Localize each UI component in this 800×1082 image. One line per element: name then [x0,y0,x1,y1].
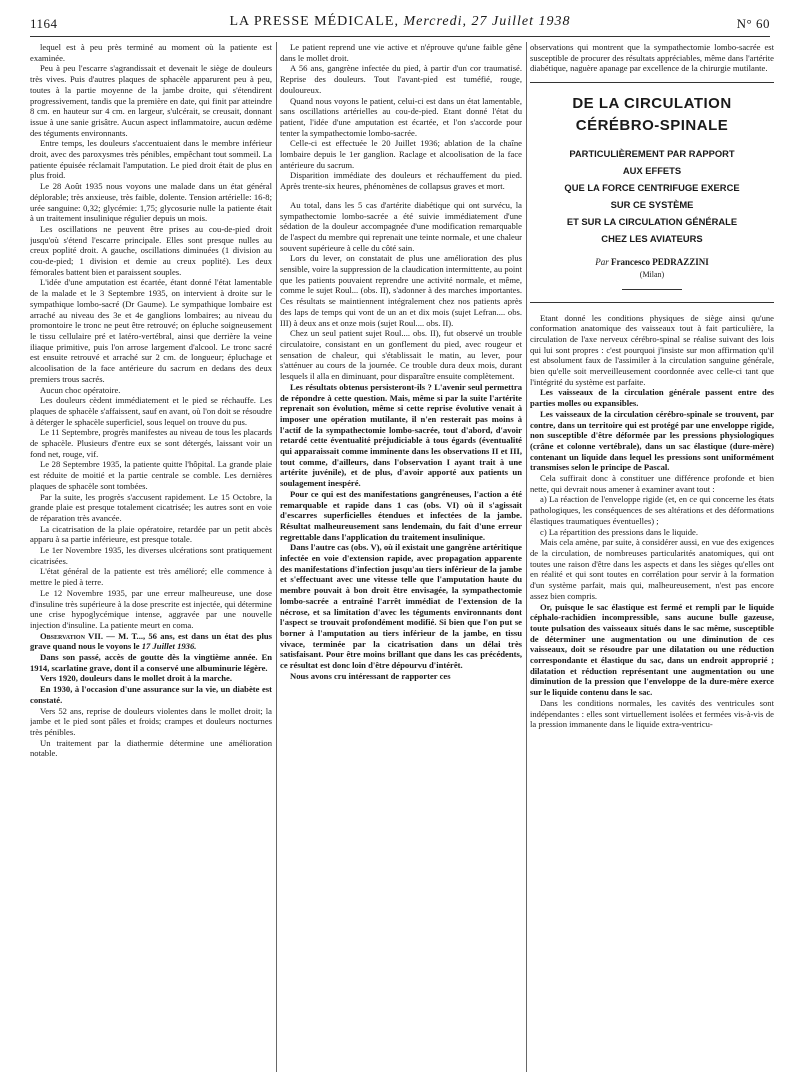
journal-name: LA PRESSE MÉDICALE, [229,14,399,29]
paragraph: Vers 52 ans, reprise de douleurs violentes dans le mollet droit; la jambe et le pied sont pâles et froids; crampes et douleurs nocturnes très pénibles. [30,705,272,737]
subtitle-line: CHEZ LES AVIATEURS [601,233,703,245]
paragraph: Les douleurs cèdent immédiatement et le pied se réchauffe. Les plaques de sphacèle s'affaissent, sauf en avant, où l'on doit se résoudre à déterger le sphacèle superficiel, sous lequel on trouve du pus. [30,395,272,427]
paragraph: Un traitement par la diathermie détermine une amélioration notable. [30,737,272,759]
column-divider [526,42,527,1072]
column-right [530,42,774,1072]
paragraph: Nous avons cru intéressant de rapporter ces [290,670,451,681]
paragraph: L'état général de la patiente est très amélioré; elle commence à mettre le pied à terre. [30,566,272,588]
paragraph: Le 28 Septembre 1935, la patiente quitte l'hôpital. La grande plaie est réduite de moitié et la partie centrale se comble. Les dernières plaques de sphacèle sont tombées. [30,459,272,491]
observation-date: 17 Juillet 1936. [141,641,197,652]
paragraph: Or, puisque le sac élastique est fermé et rempli par le liquide céphalo-rachidien incompressible, sans aucune bulle gazeuse, toute pulsation des vaisseaux situés dans le sac même, susceptible de déterminer une augmentation ou une diminution de ces vaisseaux, doit se résoudre par une dilatation ou une réduction correspondante et élastique du sac, dans un endroit approprié ; dilatation et réduction représentant une augmentation ou une diminution de la pression que l'enveloppe de la dure-mère exerce sur le liquide contenu dans le sac. [530,601,774,698]
paragraph: Vers 1920, douleurs dans le mollet droit à la marche. [40,673,233,684]
observation-intro: — M. T..., 56 ans, est dans un état des plus grave quand nous le voyons le [30,630,272,652]
paragraph: Au total, dans les 5 cas d'artérite diabétique qui ont survécu, la sympathectomie lombo-sacrée a été suivie immédiatement d'une sédation de la douleur accompagnée d'une modification remarquable de l'aspect du membre qui reprenait une teinte normale, et une chaleur souvent supérieure à celle du côté sain. [280,199,522,253]
paragraph: Dans les conditions normales, les cavités des ventricules sont indépendantes : elles sont virtuellement isolées et fermées vis-à-vis de la pression immanente dans le liquide extra-ventricu- [530,697,774,730]
paragraph: Quand nous voyons le patient, celui-ci est dans un état lamentable, sans oscillations artérielles au cou-de-pied. Etant donné l'état du patient, l'idée d'une amputation est écartée, et l'on s'accorde pour tenter la sympathectomie lombo-sacrée. [280,95,522,138]
column-left [30,42,272,1072]
paragraph: Mais cela amène, par suite, à considérer aussi, en vue des exigences de la circulation, de nombreuses particularités anatomiques, qui ont toutes une raison d'être dans les aspects et dans les sièges qu'elles ont en réalité et qui sont toutes en corrélation pour servir à la formation d'un système parfait, mais qui, malheureusement, n'est pas encore assez bien compris. [530,537,774,601]
paragraph: Le 28 Août 1935 nous voyons une malade dans un état général déplorable; très anxieuse, très faible, dolente. Tension artérielle: 16-8; urée sanguine: 0,32; glycémie: 1,75; glycosurie nulle la patiente était à un traitement insulinique régulier depuis un mois. [30,181,272,224]
observation-heading [30,631,272,652]
paragraph: Dans l'autre cas (obs. V), où il existait une gangrène artéritique infectée en voie d'extension rapide, avec propagation apparente des manifestations d'infection jusqu'au tiers inférieur de la jambe et s'effectuant avec une vitesse telle que l'amputation haute du membre pouvait à bon droit être envisagée, la sympathectomie lombo-sacrée a entraîné l'arrêt immédiat de l'extension de la nécrose, et sa limitation d'avec les téguments environnants dont l'aspect se trouvait profondément modifié. Si bien que l'on put se borner à l'amputation au tiers inférieur de la jambe, en tissu vivace, terminée par la cicatrisation dans un délai très satisfaisant. Pour être moins brillant que dans les cas précédents, ce résultat est donc loin d'être dépourvu d'intérêt. [280,542,522,671]
paragraph: Le 11 Septembre, progrès manifestes au niveau de tous les placards de sphacèle. Plusieurs d'entre eux se sont détergés, laissant voir un fond net, rouge, vif. [30,427,272,459]
article-heading [530,82,774,302]
paragraph: Dans son passé, accès de goutte dès la vingtième année. En 1914, scarlatine grave, dont il a conservé une albuminurie légère. [30,652,272,673]
issue-date: Mercredi, 27 Juillet 1938 [403,14,571,29]
paragraph: c) La répartition des pressions dans le liquide. [540,526,698,537]
paragraph: Celle-ci est effectuée le 20 Juillet 1936; ablation de la chaîne lombaire depuis le 1er ganglion. Raclage et alcoolisation de la face antérieure du sacrum. [280,138,522,170]
paragraph: Lors du lever, on constatait de plus une amélioration des plus sensible, voire la suppression de la claudication intermittente, au point que les patients pouvaient reprendre une activité normale, et même, comme le sujet Roul... (obs. II), s'adonner à des marches importantes. Ces résultats se maintiennent intégralement chez nos patients après des laps de temps qui vont de un an et dix mois (sujet Lefran.... obs. III) à deux ans et onze mois (sujet Roul.... obs. II). [280,253,522,328]
column-divider [276,42,277,1072]
author-city: (Milan) [639,269,665,279]
subtitle-line: ET SUR LA CIRCULATION GÉNÉRALE [566,216,738,228]
paragraph: Les résultats obtenus persisteront-ils ? L'avenir seul permettra de répondre à cette question. Mais, même si par la suite l'artérite reprenait son évolution, même si cette reprise évolutive venait à imposer une opération mutilante, il n'en resterait pas moins à l'actif de la sympathectomie lombo-sacrée, tout d'abord, d'avoir retardé cette éventualité préjudiciable à tous égards (éventualité qui apparaissait comme imminente dans les observations II et III, tout comme, d'ailleurs, dans l'observation I ayant trait à une artérite juvénile), et de plus, d'avoir apporté aux patients un soulagement inespéré. [280,381,522,489]
paragraph: Pour ce qui est des manifestations gangréneuses, l'action a été remarquable et rapide dans 1 cas (obs. VI) où il s'agissait d'escarres superficielles étendues et infectées de la jambe. Résultat malheureusement sans lendemain, du fait d'une erreur regrettable dans l'application du traitement insulinique. [280,488,522,542]
paragraph: a) La réaction de l'enveloppe rigide (et, en ce qui concerne les états pathologiques, les conséquences de ses altérations et des déformations élastiques traumatiques éventuelles) ; [530,494,774,526]
page-number: 1164 [30,16,58,31]
journal-title [30,14,770,30]
paragraph: Les vaisseaux de la circulation générale passent entre des parties molles ou expansibles. [530,387,774,409]
subtitle-line: PARTICULIÈREMENT PAR RAPPORT [569,148,735,160]
column-middle [280,42,522,1072]
paragraph: A 56 ans, gangrène infectée du pied, à partir d'un cor traumatisé. Reprise des douleurs. Tout l'avant-pied est tuméfié, rouge, douloureux. [280,63,522,95]
paragraph: Le 12 Novembre 1935, par une erreur malheureuse, une dose d'insuline très supérieure à la dose prescrite est injectée, qui détermine une crise hypoglycémique intense, aggravée par une nouvelle injection d'insuline. La patiente meurt en coma. [30,587,272,630]
paragraph: La cicatrisation de la plaie opératoire, retardée par un petit abcès apparu à sa partie inférieure, est presque totale. [30,523,272,545]
paragraph: Le patient reprend une vie active et n'éprouve qu'une faible gêne dans le mollet droit. [280,42,522,63]
paragraph: Cela suffirait donc à constituer une différence profonde et bien nette, qui devrait nous amener à examiner avant tout : [530,473,774,494]
article-title: DE LA CIRCULATION CÉRÉBRO-SPINALE [572,95,732,135]
paragraph: L'idée d'une amputation est écartée, étant donné l'état lamentable de la malade et le 3 Septembre 1935, on intervient à droite sur le sympathique lombo-sacré (Dr Gaume). Le sympathique lombaire est arraché au niveau des 3e et 4e ganglions lombaires; au niveau du promontoire le tronc ne peut être retrouvé; on épluche soigneusement le tissu cellulaire pré et latéro-vertébral, ainsi que derrière la veine iliaque primitive, puis l'on arrose largement d'alcool. Le tronc sacré est ensuite retrouvé et arraché sur 2 cm. de longueur; épluchage et alcoolisation de la face antérieure du sacrum en dedans des deux premiers trous sacrés. [30,277,272,384]
subtitle-line: QUE LA FORCE CENTRIFUGE EXERCE [564,182,740,194]
paragraph: Chez un seul patient sujet Roul.... obs. II), fut observé un trouble circulatoire, consistant en un gonflement du pied, avec rougeur et sensation de chaleur, qui s'établissait le matin, au lever, pour s'atténuer au cours de la journée. Ce trouble dura deux mois, durant lesquels il alla en diminuant, pour disparaître ensuite complètement. [280,328,522,382]
paragraph: En 1930, à l'occasion d'une assurance sur la vie, un diabète est constaté. [30,684,272,705]
author-name: Francesco PEDRAZZINI [611,257,709,268]
paragraph: lequel est à peu près terminé au moment où la patiente est examinée. [30,42,272,63]
article-subtitle [530,145,774,247]
author-prefix: Par [595,257,609,268]
paragraph: Le 1er Novembre 1935, les diverses ulcérations sont pratiquement cicatrisées. [30,545,272,566]
paragraph: Aucun choc opératoire. [40,384,121,395]
subtitle-line: AUX EFFETS [622,165,682,177]
paragraph: Etant donné les conditions physiques de siège ainsi qu'une conformation anatomique des vaisseaux tout à fait particulière, la circulation de l'axe nerveux cérébro-spinal se réalise suivant des lois qui lui sont propres : c'est pourquoi j'insiste sur mon affirmation qu'il est absolument faux de l'assimiler à la circulation sanguine générale, bien qu'elle soit merveilleusement coordonnée avec celle-ci tant que l'intégrité du système est parfaite. [530,312,774,387]
paragraph: Par la suite, les progrès s'accusent rapidement. Le 15 Octobre, la grande plaie est presque totalement cicatrisée; les autres sont en voie de réparation très avancée. [30,491,272,523]
paragraph: Peu à peu l'escarre s'agrandissait et devenait le siège de douleurs très vives. Puis d'autres plaques de sphacèle apparurent peu à peu, toutes à la partie moyenne de la jambe droite, qui s'étendirent progressivement, tandis que la première en date, qui finit par atteindre 8 cm. en hauteur sur 4 cm. en largeur, s'ulcérait, se creusait, donnant issue à une sanie grisâtre. Aucun aspect inflammatoire, aucun œdème des téguments environnants. [30,63,272,138]
paragraph: observations qui montrent que la sympathectomie lombo-sacrée est susceptible de procurer des résultats appréciables, même dans l'artérite diabétique, naguère apanage par excellence de la chirurgie mutilante. [530,42,774,74]
subtitle-line: SUR CE SYSTÈME [610,199,694,211]
paragraph: Entre temps, les douleurs s'accentuaient dans le membre inférieur droit, avec des paroxysmes très pénibles, empêchant tout sommeil. La patiente épuisée réclamait l'amputation. Le pied droit était de plus en plus froid. [30,138,272,181]
divider [622,289,682,290]
page-header [30,12,770,37]
observation-label: Observation VII. [40,630,104,641]
paragraph: Disparition immédiate des douleurs et réchauffement du pied. Après trente-six heures, phénomènes de collapsus graves et mort. [280,170,522,192]
author-line [530,257,774,268]
paragraph: Les vaisseaux de la circulation cérébro-spinale se trouvent, par contre, dans un territoire qui est protégé par une enveloppe rigide, non susceptible d'être déformée par les pressions physiologiques (crâne et colonne vertébrale), dans un sac élastique (dure-mère) contenant un liquide dans lequel les pressions sont uniformément transmises selon le principe de Pascal. [530,408,774,473]
paragraph: Les oscillations ne peuvent être prises au cou-de-pied droit jusqu'où s'étend l'escarre principale. Elles sont presque nulles au creux poplité droit. A gauche, oscillations diminuées (1 division au cou-de-pied; 1 division et demie au creux poplité). Les deux fémorales battent bien et paraissent souples. [30,223,272,277]
issue-number: N° 60 [736,16,770,31]
